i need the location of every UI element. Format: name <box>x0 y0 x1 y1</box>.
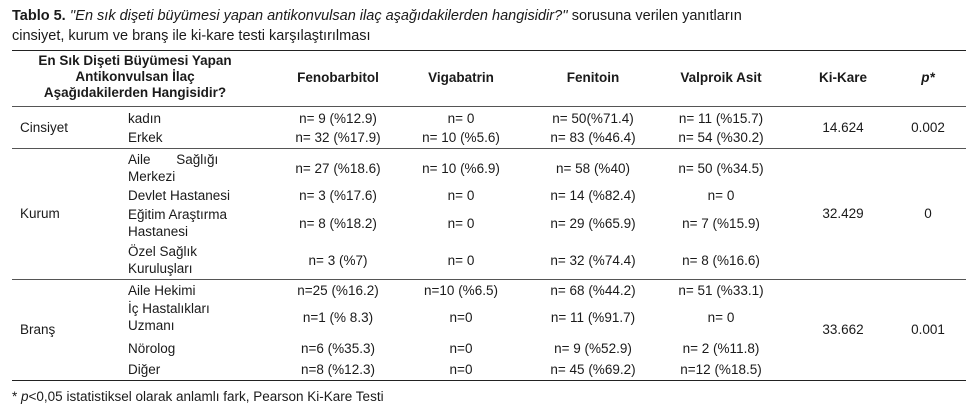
table-cell: n=0 <box>449 341 473 356</box>
group-label: Cinsiyet <box>20 120 69 135</box>
table-cell: n= 7 (%15.9) <box>682 216 760 231</box>
top-rule <box>12 50 966 51</box>
footnote <box>12 389 384 404</box>
table-cell: n= 32 (%74.4) <box>550 253 636 268</box>
table-cell: n= 0 <box>707 310 735 325</box>
table-cell: n= 14 (%82.4) <box>550 188 636 203</box>
caption-rest: sorusuna verilen yanıtların <box>567 8 742 24</box>
table-cell: n= 9 (%12.9) <box>299 111 377 126</box>
table-cell: n= 8 (%18.2) <box>299 216 377 231</box>
p-value: 0.002 <box>911 120 945 135</box>
row-label-line2: Kuruluşları <box>128 261 193 276</box>
table-cell: n= 58 (%40) <box>556 161 630 176</box>
header-ki-kare: Ki-Kare <box>818 70 867 85</box>
table-cell: n=8 (%12.3) <box>301 362 375 377</box>
table-cell: n=0 <box>449 362 473 377</box>
table-cell: n= 10 (%6.9) <box>422 161 500 176</box>
bottom-rule <box>12 380 966 381</box>
table-cell: n=25 (%16.2) <box>297 283 379 298</box>
header-question-line1: En Sık Dişeti Büyümesi Yapan <box>38 53 232 68</box>
row-label: Nörolog <box>128 341 176 356</box>
table-cell: n= 0 <box>447 253 475 268</box>
table-cell: n= 27 (%18.6) <box>295 161 381 176</box>
table-cell: n= 54 (%30.2) <box>678 130 764 145</box>
chi-square-value: 33.662 <box>822 322 864 337</box>
header-question-line3: Aşağıdakilerden Hangisidir? <box>43 85 227 100</box>
table-cell: n= 0 <box>447 188 475 203</box>
row-label: Eğitim Araştırma <box>128 207 228 222</box>
table-cell: n=0 <box>449 310 473 325</box>
table-cell: n= 8 (%16.6) <box>682 253 760 268</box>
header-question-line2: Antikonvulsan İlaç <box>75 69 195 84</box>
table-cell: n= 50 (%34.5) <box>678 161 764 176</box>
header-vigabatrin: Vigabatrin <box>428 70 494 85</box>
table-cell: n= 32 (%17.9) <box>295 130 381 145</box>
table-cell: n= 10 (%5.6) <box>422 130 500 145</box>
footnote-star: * <box>12 389 22 404</box>
table-cell: n=12 (%18.5) <box>680 362 762 377</box>
caption-line2: cinsiyet, kurum ve branş ile ki-kare testi karşılaştırılması <box>12 28 371 44</box>
p-value: 0 <box>924 206 932 221</box>
table-cell: n=1 (% 8.3) <box>302 310 374 325</box>
table-cell: n= 3 (%17.6) <box>299 188 377 203</box>
p-value: 0.001 <box>911 322 945 337</box>
group-label: Branş <box>20 322 56 337</box>
row-label: Diğer <box>128 362 161 377</box>
table-cell: n= 50(%71.4) <box>552 111 634 126</box>
row-label: Aile Sağlığı <box>128 152 219 167</box>
table-caption <box>12 6 962 46</box>
table-cell: n= 3 (%7) <box>308 253 368 268</box>
footnote-text: <0,05 istatistiksel olarak anlamlı fark, Pearson Ki-Kare Testi <box>28 389 384 404</box>
table-cell: n= 0 <box>447 111 475 126</box>
table-cell: n= 45 (%69.2) <box>550 362 636 377</box>
header-p: p* <box>921 70 935 85</box>
row-label: Aile Hekimi <box>128 283 196 298</box>
row-label: Erkek <box>128 130 163 145</box>
table-cell: n= 9 (%52.9) <box>554 341 632 356</box>
header-rule <box>12 106 966 107</box>
row-label-line2: Uzmanı <box>128 318 175 333</box>
table-cell: n=6 (%35.3) <box>301 341 375 356</box>
header-fenobarbitol: Fenobarbitol <box>297 70 379 85</box>
table-question: ''En sık dişeti büyümesi yapan antikonvulsan ilaç aşağıdakilerden hangisidir?'' <box>69 8 568 24</box>
table-cell: n= 29 (%65.9) <box>550 216 636 231</box>
footnote-p: p <box>21 389 29 404</box>
table-label: Tablo 5. <box>12 8 66 24</box>
table-cell: n= 11 (%15.7) <box>678 111 764 126</box>
row-label: kadın <box>128 111 162 126</box>
group-label: Kurum <box>20 206 60 221</box>
table-cell: n= 11 (%91.7) <box>550 310 636 325</box>
table-cell: n=10 (%6.5) <box>424 283 498 298</box>
group-rule-2 <box>12 279 966 280</box>
table-cell: n= 83 (%46.4) <box>550 130 636 145</box>
row-label-line2: Hastanesi <box>128 224 189 239</box>
table-cell: n= 2 (%11.8) <box>682 341 760 356</box>
row-label-line2: Merkezi <box>128 169 176 184</box>
row-label: Devlet Hastanesi <box>128 188 231 203</box>
group-rule-1 <box>12 148 966 149</box>
table-cell: n= 0 <box>447 216 475 231</box>
header-valproik-asit: Valproik Asit <box>680 70 762 85</box>
table-cell: n= 68 (%44.2) <box>550 283 636 298</box>
row-label: Özel Sağlık <box>128 244 198 259</box>
header-fenitoin: Fenitoin <box>566 70 620 85</box>
table-cell: n= 51 (%33.1) <box>678 283 764 298</box>
header-question <box>12 53 258 101</box>
chi-square-value: 14.624 <box>822 120 864 135</box>
chi-square-value: 32.429 <box>822 206 864 221</box>
table-cell: n= 0 <box>707 188 735 203</box>
row-label: İç Hastalıkları <box>128 301 210 316</box>
